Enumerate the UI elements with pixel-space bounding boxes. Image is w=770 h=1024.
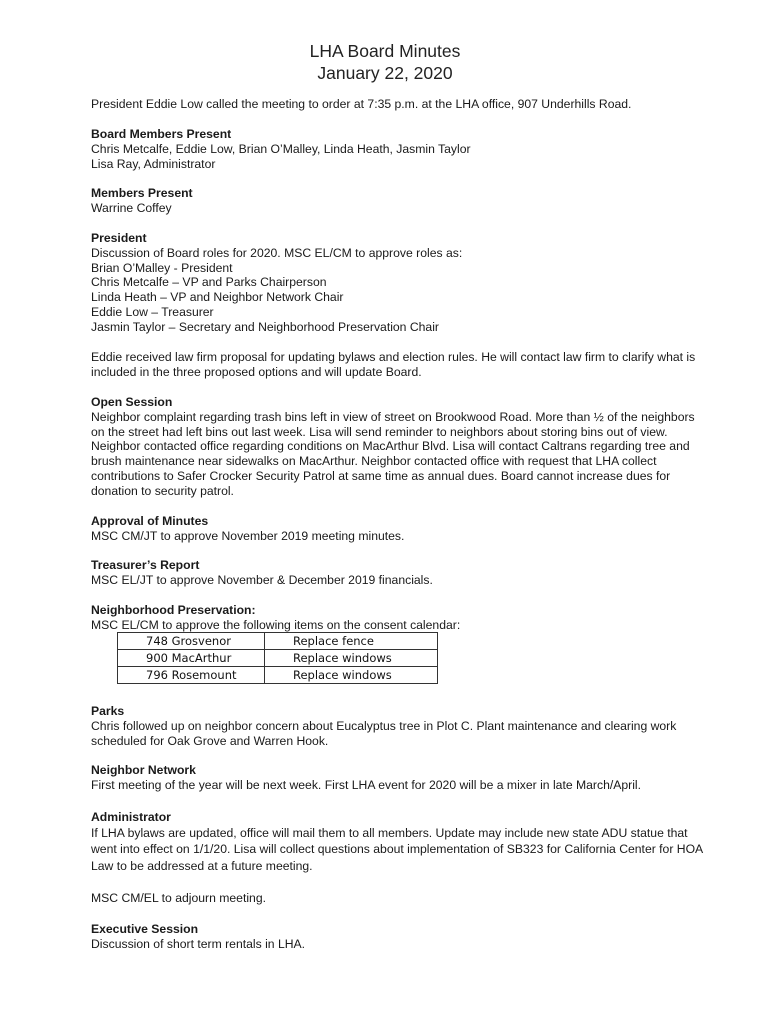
consent-action: Replace windows [265,650,438,667]
intro-paragraph [91,97,731,112]
president-section [91,231,731,335]
intro-text: President Eddie Low called the meeting to order at 7:35 p.m. at the LHA office, 907 Underhills Road. [91,97,632,111]
parks-heading: Parks [91,704,125,718]
open-session-section [91,395,731,499]
administrator-heading: Administrator [91,810,171,824]
executive-line: Discussion of short term rentals in LHA. [91,936,306,951]
consent-address: 748 Grosvenor [118,633,265,650]
president-line: Discussion of Board roles for 2020. MSC EL/CM to approve roles as: [91,245,463,260]
preservation-line: MSC EL/CM to approve the following items on the consent calendar: [91,617,461,632]
open-session-line: Neighbor complaint regarding trash bins left in view of street on Brookwood Road. More than ½ of the neighbors [91,409,695,424]
president-line: Linda Heath – VP and Neighbor Network Chair [91,290,344,305]
board-members-section [91,127,731,171]
members-present-line: Warrine Coffey [91,200,172,215]
executive-heading: Executive Session [91,922,199,936]
preservation-heading: Neighborhood Preservation: [91,603,256,617]
neighbor-network-heading: Neighbor Network [91,763,196,777]
meeting-date: January 22, 2020 [317,63,453,83]
adjourn-paragraph [91,891,731,906]
administrator-line: Law to be addressed at a future meeting. [91,858,313,873]
members-present-section [91,186,731,216]
president-line: Chris Metcalfe – VP and Parks Chairperson [91,275,327,290]
bylaws-line: Eddie received law firm proposal for updating bylaws and election rules. He will contact law firm to clarify what is [91,350,696,364]
adjourn-line: MSC CM/EL to adjourn meeting. [91,891,266,905]
open-session-heading: Open Session [91,395,173,409]
treasurer-line: MSC EL/JT to approve November & December 2019 financials. [91,572,433,587]
approval-section [91,514,731,544]
administrator-line: If LHA bylaws are updated, office will mail them to all members. Update may include new state ADU statue that [91,825,688,840]
consent-action: Replace windows [265,667,438,684]
president-line: Jasmin Taylor – Secretary and Neighborhood Preservation Chair [91,319,439,334]
consent-action: Replace fence [265,633,438,650]
preservation-section [91,603,731,633]
approval-heading: Approval of Minutes [91,514,209,528]
open-session-line: brush maintenance near sidewalks on MacArthur. Neighbor contacted office with request that LHA collect [91,454,657,469]
bylaws-paragraph [91,350,731,380]
board-members-heading: Board Members Present [91,127,232,141]
president-line: Eddie Low – Treasurer [91,304,214,319]
neighbor-network-line: First meeting of the year will be next week. First LHA event for 2020 will be a mixer in late March/April. [91,777,642,792]
document-title: LHA Board Minutes [309,41,461,61]
administrator-line: went into effect on 1/1/20. Lisa will collect questions about implementation of SB323 for California Center for HOA [91,842,704,857]
table-row [118,667,438,684]
president-line: Brian O’Malley - President [91,260,233,275]
parks-line: scheduled for Oak Grove and Warren Hook. [91,733,329,748]
open-session-line: contributions to Safer Crocker Security Patrol at same time as annual dues. Board cannot increase dues for [91,468,671,483]
parks-line: Chris followed up on neighbor concern about Eucalyptus tree in Plot C. Plant maintenance and clearing work [91,718,677,733]
bylaws-line: included in the three proposed options and will update Board. [91,364,422,379]
board-members-line: Lisa Ray, Administrator [91,156,216,171]
table-row [118,633,438,650]
consent-calendar-table [117,632,438,684]
executive-section [91,922,731,952]
consent-address: 900 MacArthur [118,650,265,667]
open-session-line: Neighbor contacted office regarding conditions on MacArthur Blvd. Lisa will contact Caltrans regarding tree and [91,439,690,454]
treasurer-section [91,558,731,588]
neighbor-network-section [91,763,731,793]
parks-section [91,704,731,748]
open-session-line: on the street had left bins out last week. Lisa will send reminder to neighbors about storing bins out of view. [91,424,668,439]
table-row [118,650,438,667]
open-session-line: donation to security patrol. [91,483,234,498]
board-members-line: Chris Metcalfe, Eddie Low, Brian O’Malley, Linda Heath, Jasmin Taylor [91,141,471,156]
treasurer-heading: Treasurer’s Report [91,558,200,572]
approval-line: MSC CM/JT to approve November 2019 meeting minutes. [91,528,405,543]
administrator-section [91,810,731,874]
members-present-heading: Members Present [91,186,193,200]
consent-address: 796 Rosemount [118,667,265,684]
president-heading: President [91,231,147,245]
